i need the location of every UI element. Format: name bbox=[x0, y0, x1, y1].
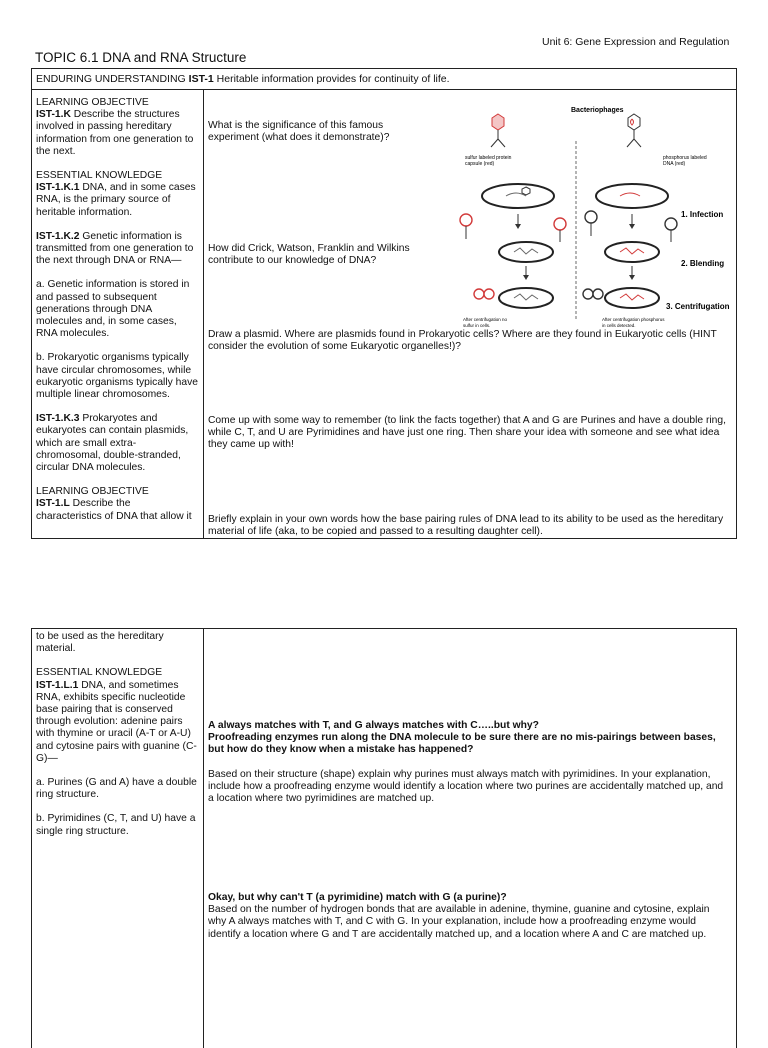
ek2-text: Genetic information is transmitted from one generation to the next through DNA or RNA— bbox=[36, 230, 194, 267]
ek3-text: Prokaryotes and eukaryotes can contain plasmids, which are small extra-chromosomal, double-stranded, circular DNA molecules. bbox=[36, 413, 189, 474]
phage-red-dna bbox=[627, 114, 641, 147]
lo2-code: IST-1.L bbox=[36, 498, 70, 510]
question-plasmid: Draw a plasmid. Where are plasmids found in Prokaryotic cells? Where are they found in Eukaryotic cells (HINT consider the evolution of some Eukaryotic organelles!)? bbox=[208, 329, 717, 353]
phage-red-capsule bbox=[491, 114, 505, 147]
lo-code: IST-1.K bbox=[36, 109, 71, 121]
standards-column-2 bbox=[36, 631, 198, 850]
ek-l1-item-a: a. Purines (G and A) have a double ring structure. bbox=[36, 777, 197, 801]
step-centrifugation: 3. Centrifugation bbox=[666, 302, 730, 311]
cell-blending-left bbox=[499, 242, 553, 262]
essential-knowledge-k1 bbox=[36, 170, 198, 219]
loose-phages-left bbox=[460, 214, 566, 242]
eu-prefix: ENDURING UNDERSTANDING bbox=[36, 73, 189, 85]
hbonds-heading: Okay, but why can't T (a pyrimidine) match with G (a purine)? bbox=[208, 892, 507, 903]
cell-centrifuge-right bbox=[583, 288, 659, 308]
question-purine-mnemonic: Come up with some way to remember (to link the facts together) that A and G are Purines and have a double ring, while C, T, and U are Pyrimidines and have just one ring. Then share your idea with someone and see what idea they came up with! bbox=[208, 415, 726, 451]
lo-heading: LEARNING OBJECTIVE bbox=[36, 97, 149, 108]
ek2-item-a: a. Genetic information is stored in and passed to subsequent generations through DNA molecules and, in some cases, RNA molecules. bbox=[36, 279, 190, 340]
question-block-why bbox=[208, 720, 728, 757]
lo2-text: Describe the characteristics of DNA that allow it bbox=[36, 498, 192, 522]
figure-bottom-left: After centrifugation no sulfur in cells. bbox=[463, 317, 508, 328]
cell-infection-left bbox=[482, 184, 554, 208]
enduring-understanding-row bbox=[32, 69, 736, 90]
standards-table-1 bbox=[31, 68, 737, 539]
ek2-code: IST-1.K.2 bbox=[36, 230, 80, 242]
ek2-item-b: b. Prokaryotic organisms typically have circular chromosomes, while eukaryotic organisms typically have multiple linear chromosomes. bbox=[36, 352, 198, 401]
question-experiment: What is the significance of this famous experiment (what does it demonstrate)? bbox=[208, 120, 390, 144]
unit-header: Unit 6: Gene Expression and Regulation bbox=[542, 36, 730, 48]
figure-left-label: sulfur labeled protein capsule (red) bbox=[465, 155, 512, 167]
lo2-heading: LEARNING OBJECTIVE bbox=[36, 486, 149, 498]
proofreading-heading: Proofreading enzymes run along the DNA molecule to be sure there are no mis-pairings between bases, but how do they know when a mistake has happened? bbox=[208, 732, 716, 756]
standards-column-1 bbox=[36, 97, 198, 535]
ek1-text: DNA, and in some cases RNA, is the primary source of heritable information. bbox=[36, 182, 196, 218]
lo-l-continuation: to be used as the hereditary material. bbox=[36, 631, 164, 655]
hershey-chase-figure bbox=[436, 99, 736, 328]
essential-knowledge-l1 bbox=[36, 667, 198, 765]
ek-l1-text: DNA, and sometimes RNA, exhibits specific nucleotide base pairing that is conserved through evolution: adenine pairs with thymine or uracil (A-T or A-U) and cytosine pairs with guanine (C-G)— bbox=[36, 679, 197, 764]
question-block-hbonds bbox=[208, 892, 728, 941]
cell-centrifuge-left bbox=[474, 288, 553, 308]
step-blending: 2. Blending bbox=[681, 259, 725, 268]
step-infection: 1. Infection bbox=[681, 210, 724, 219]
ek1-code: IST-1.K.1 bbox=[36, 182, 80, 194]
question-purine-pyrimidine: Based on their structure (shape) explain why purines must always match with pyrimidines. In your explanation, include how a proofreading enzyme would identify a location where two purines are accidentally matched up, and a location where two pyrimidines are matched up. bbox=[208, 769, 724, 805]
column-divider bbox=[203, 90, 204, 538]
topic-title: TOPIC 6.1 DNA and RNA Structure bbox=[35, 50, 247, 65]
ek-l-heading: ESSENTIAL KNOWLEDGE bbox=[36, 667, 163, 679]
why-heading: A always matches with T, and G always matches with C…..but why? bbox=[208, 720, 539, 731]
eu-code: IST-1 bbox=[188, 73, 214, 85]
figure-right-label: phosphorus labeled DNA (red) bbox=[663, 155, 707, 167]
figure-title: Bacteriophages bbox=[571, 107, 624, 114]
standards-table-2 bbox=[31, 628, 737, 1048]
ek-l1-item-b: b. Pyrimidines (C, T, and U) have a single ring structure. bbox=[36, 813, 196, 837]
ek3-code: IST-1.K.3 bbox=[36, 413, 80, 425]
column-divider-2 bbox=[203, 629, 204, 1048]
cell-blending-right bbox=[605, 242, 659, 262]
lo-text: Describe the structures involved in passing hereditary information from one generation to the next. bbox=[36, 109, 194, 157]
essential-knowledge-k3 bbox=[36, 413, 198, 474]
question-base-pairing: Briefly explain in your own words how the base pairing rules of DNA lead to its ability to be used as the hereditary material of life (aka, to be copied and passed to a resulting daughter cell). bbox=[208, 514, 724, 538]
question-crick-watson: How did Crick, Watson, Franklin and Wilkins contribute to our knowledge of DNA? bbox=[208, 243, 410, 267]
hbonds-question: Based on the number of hydrogen bonds that are available in adenine, thymine, guanine and cytosine, explain why A always matches with T, and C with G. In your explanation, include how a proofreading enzyme would identify a location where G and T are accidentally matched up, and a location where A and C are matched up. bbox=[208, 904, 710, 940]
essential-knowledge-k2 bbox=[36, 231, 198, 268]
learning-objective-k bbox=[36, 97, 198, 158]
cell-infection-right bbox=[596, 184, 668, 208]
ek-l1-code: IST-1.L.1 bbox=[36, 679, 79, 691]
learning-objective-l bbox=[36, 486, 198, 523]
figure-bottom-right: After centrifugation phosphorus in cells detected. bbox=[602, 317, 665, 328]
ek-heading: ESSENTIAL KNOWLEDGE bbox=[36, 170, 163, 182]
eu-text: Heritable information provides for continuity of life. bbox=[213, 73, 450, 85]
